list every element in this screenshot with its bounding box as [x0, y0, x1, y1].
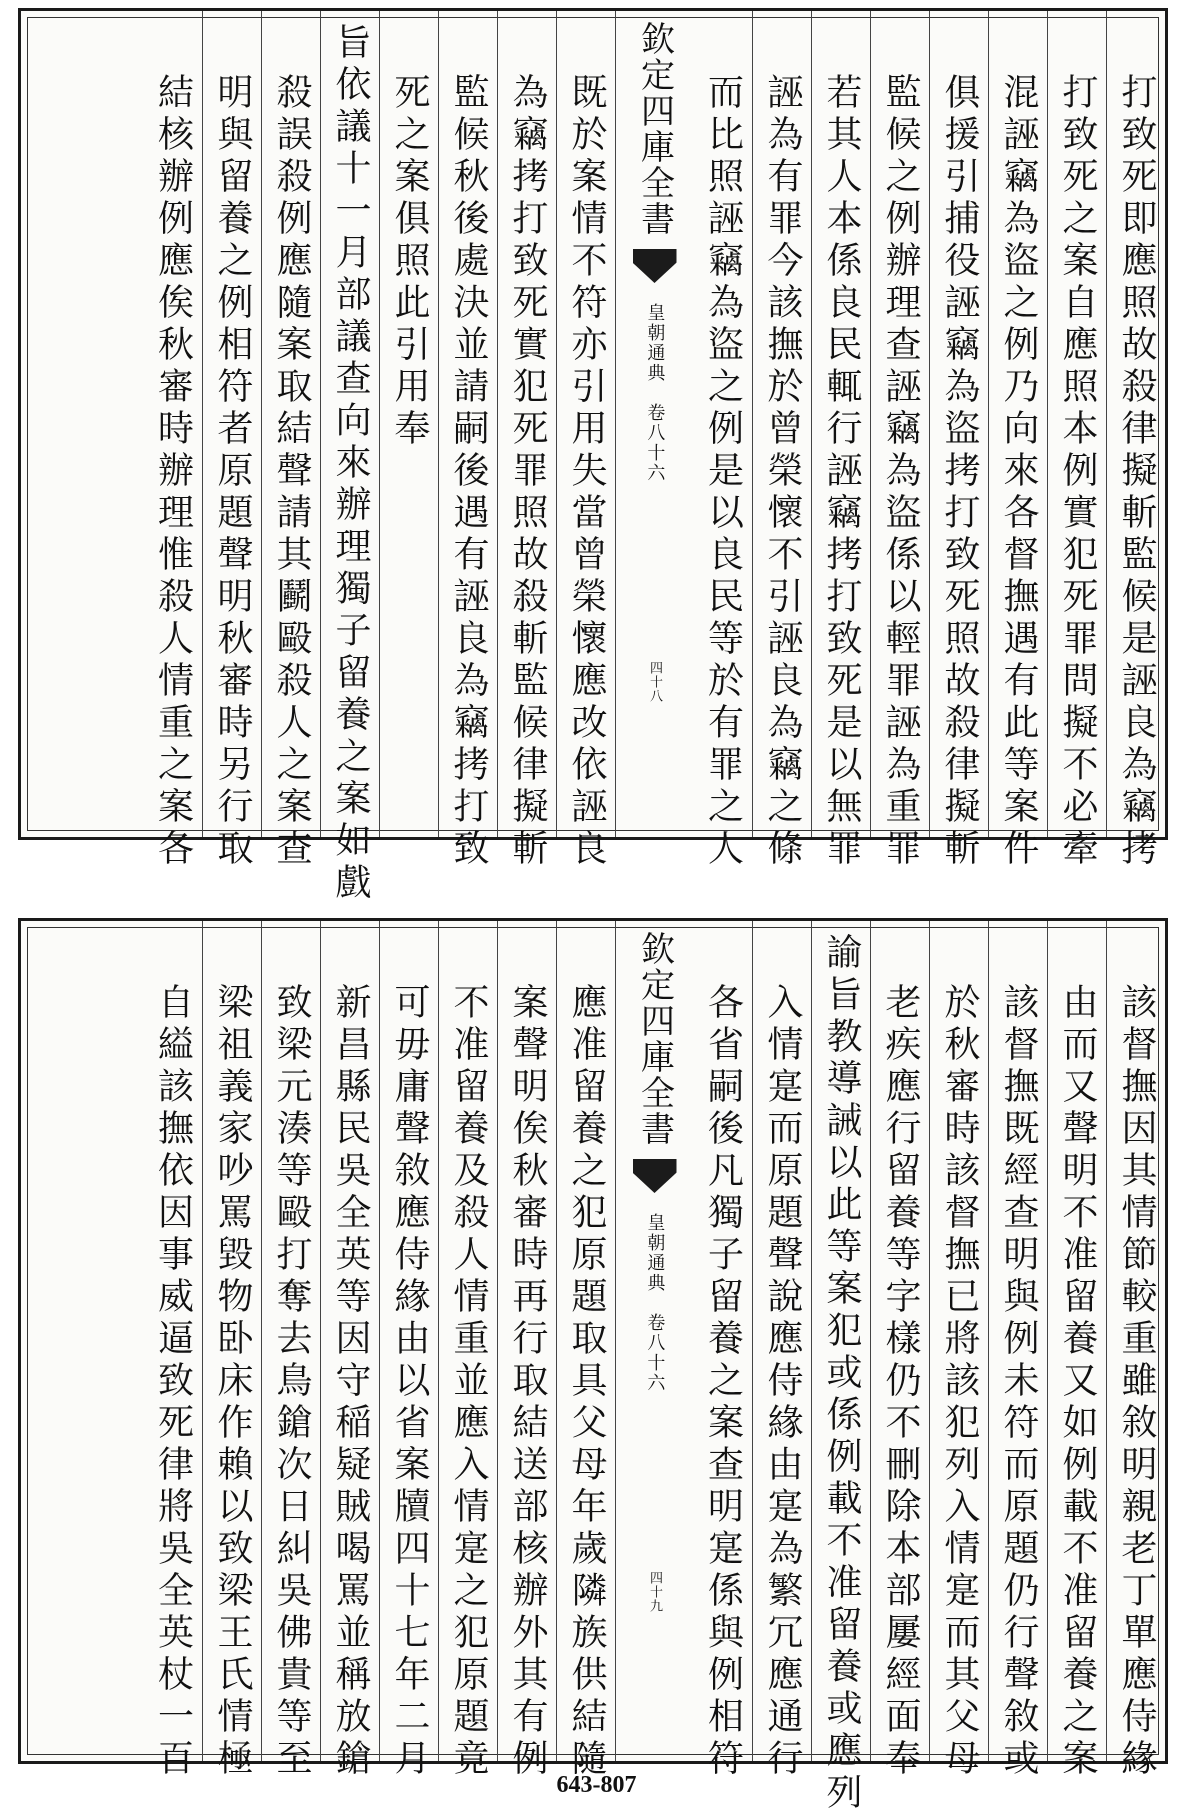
text-column: [320, 921, 379, 1781]
text-column: [556, 11, 615, 871]
column-text: 既於案情不符亦引用失當曾榮懷應改依誣良: [566, 73, 607, 871]
text-column: [752, 11, 811, 871]
text-column: [988, 11, 1047, 871]
column-text: 老疾應行留養等字樣仍不刪除本部屢經面奉: [880, 983, 921, 1781]
text-column: [870, 11, 929, 871]
fish-tail-ornament-icon: [633, 1159, 677, 1193]
text-column: [693, 921, 752, 1781]
text-column: [1047, 921, 1106, 1781]
column-text: 不准留養及殺人情重並應入情寔之犯原題竟: [448, 983, 489, 1781]
column-text: 致梁元湊等毆打奪去鳥鎗次日糾吳佛貴等至: [271, 983, 312, 1781]
column-text: 可毋庸聲敘應侍緣由以省案牘四十七年二月: [389, 983, 430, 1781]
column-text: 打致死之案自應照本例實犯死罪問擬不必牽: [1057, 73, 1098, 871]
column-text: 監候之例辦理查誣竊為盜係以輕罪誣為重罪: [880, 73, 921, 871]
text-column: [497, 11, 556, 871]
column-text: 應准留養之犯原題取具父母年歲隣族供結隨: [566, 983, 607, 1781]
center-margin: [615, 921, 693, 1761]
text-column: [988, 921, 1047, 1781]
page-number: 643-807: [556, 1772, 637, 1798]
column-text: 若其人本係良民輒行誣竊拷打致死是以無罪: [821, 73, 862, 871]
text-column: [261, 11, 320, 871]
text-column: [261, 921, 320, 1781]
column-text: 明與留養之例相符者原題聲明秋審時另行取: [212, 73, 253, 871]
column-text: 梁祖義家吵罵毀物卧床作賴以致梁王氏情極: [212, 983, 253, 1781]
column-text: 而比照誣竊為盜之例是以良民等於有罪之人: [702, 73, 744, 871]
column-text: 該督撫既經查明與例未符而原題仍行聲敘或: [998, 983, 1039, 1781]
column-text: 自縊該撫依因事威逼致死律將吳全英杖一百: [152, 983, 194, 1781]
column-text: 案聲明俟秋審時再行取結送部核辦外其有例: [507, 983, 548, 1781]
left-columns: [143, 11, 615, 905]
text-column: [1106, 921, 1165, 1781]
center-margin: [615, 11, 693, 837]
text-column: [693, 11, 752, 871]
text-column: [929, 921, 988, 1781]
column-text: 旨依議十一月部議查向來辦理獨子留養之案如戲: [330, 23, 371, 905]
text-column: [143, 921, 202, 1781]
column-text: 於秋審時該督撫已將該犯列入情寔而其父母: [939, 983, 980, 1781]
column-text: 各省嗣後凡獨子留養之案查明寔係與例相符: [702, 983, 744, 1781]
column-text: 俱援引捕役誣竊為盜拷打致死照故殺律擬斬: [939, 73, 980, 871]
right-columns: [693, 11, 1165, 871]
column-text: 死之案俱照此引用奉: [389, 73, 430, 451]
text-column: [379, 11, 438, 837]
text-column: [143, 11, 202, 871]
text-column: [438, 11, 497, 871]
text-column: [870, 921, 929, 1781]
column-text: 新昌縣民吳全英等因守稲疑賊喝罵並稱放鎗: [330, 983, 371, 1781]
text-column: [811, 921, 870, 1815]
text-column: [379, 921, 438, 1781]
left-columns: [143, 921, 615, 1781]
column-text: 打致死即應照故殺律擬斬監候是誣良為竊拷: [1116, 73, 1157, 871]
text-column: [556, 921, 615, 1781]
top-page: [18, 8, 1168, 905]
column-text: 由而又聲明不准留養又如例載不准留養之案: [1057, 983, 1098, 1781]
folio-number: 四十九: [647, 1571, 662, 1613]
text-column: [202, 921, 261, 1781]
column-text: 殺誤殺例應隨案取結聲請其鬬毆殺人之案查: [271, 73, 312, 871]
text-column: [320, 11, 379, 905]
book-title: 欽定四庫全書: [634, 931, 675, 1147]
column-text: 誣為有罪今該撫於曾榮懷不引誣良為竊之條: [762, 73, 803, 871]
column-text: 混誣竊為盜之例乃向來各督撫遇有此等案件: [998, 73, 1039, 871]
column-text: 監候秋後處決並請嗣後遇有誣良為竊拷打致: [448, 73, 489, 871]
column-text: 入情寔而原題聲說應侍緣由寔為繁冗應通行: [762, 983, 803, 1781]
text-column: [811, 11, 870, 871]
column-text: 諭旨教導誡以此等案犯或係例載不准留養或應列: [821, 933, 862, 1815]
column-text: 為竊拷打致死實犯死罪照故殺斬監候律擬斬: [507, 73, 548, 871]
text-column: [497, 921, 556, 1781]
text-column: [1047, 11, 1106, 871]
folio-number: 四十八: [647, 661, 662, 703]
column-text: 該督撫因其情節較重雖敘明親老丁單應侍緣: [1116, 983, 1157, 1781]
column-text: 結核辦例應俟秋審時辦理惟殺人情重之案各: [152, 73, 194, 871]
fish-tail-ornament-icon: [633, 249, 677, 283]
text-column: [1106, 11, 1165, 871]
book-title: 欽定四庫全書: [634, 21, 675, 237]
volume-label: 皇朝通典 卷八十六: [644, 1213, 666, 1393]
text-column: [438, 921, 497, 1781]
text-column: [752, 921, 811, 1781]
right-columns: [693, 921, 1165, 1815]
volume-label: 皇朝通典 卷八十六: [644, 303, 666, 483]
text-column: [929, 11, 988, 871]
text-column: [202, 11, 261, 871]
